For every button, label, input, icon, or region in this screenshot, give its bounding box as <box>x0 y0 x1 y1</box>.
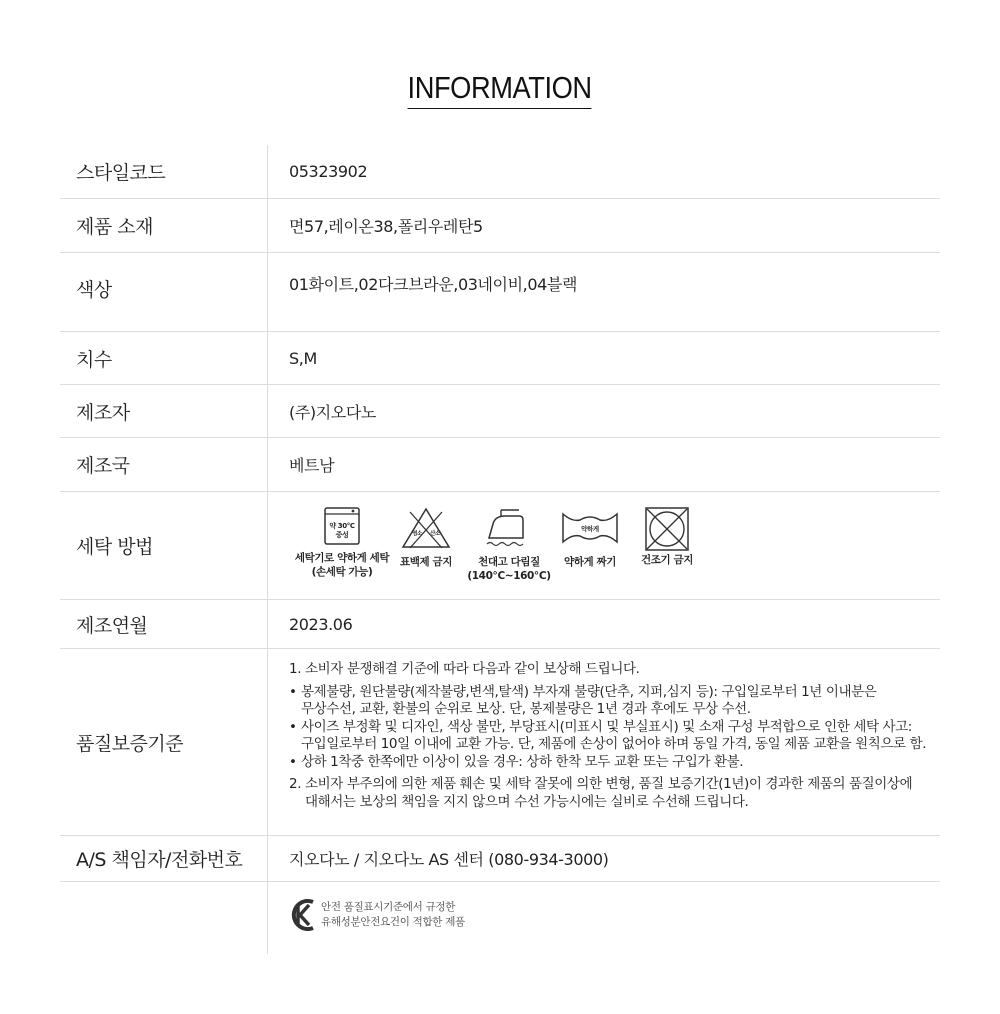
row-as <box>60 836 940 882</box>
row-style-code <box>60 145 940 199</box>
color-value: 01화이트,02다크브라운,03네이비,04블랙 <box>289 275 578 294</box>
quality-item-2-text <box>305 776 912 811</box>
wring-icon <box>560 506 620 550</box>
kc-text-line1: 안전 품질표시기준에서 규정한 <box>321 901 456 913</box>
quality-item-1-text: 소비자 분쟁해결 기준에 따라 다음과 같이 보상해 드립니다. <box>305 661 640 677</box>
row-color <box>60 253 940 332</box>
wash-badge-line2: 중성 <box>335 531 349 539</box>
kc-label-empty <box>60 882 268 954</box>
kc-mark <box>289 896 465 934</box>
style-code-value: 05323902 <box>289 162 368 181</box>
row-laundry <box>60 492 940 600</box>
quality-item-1-num: 1. <box>289 661 302 677</box>
maker-label: 제조자 <box>60 385 268 437</box>
wash-badge-line1: 약 30°C <box>329 522 355 530</box>
country-label: 제조국 <box>60 438 268 491</box>
quality-text <box>289 649 926 811</box>
date-label: 제조연월 <box>60 600 268 648</box>
as-label: A/S 책임자/전화번호 <box>60 836 268 881</box>
quality-bullet-2-line1: • 사이즈 부정확 및 디자인, 색상 불만, 부당표시(미표시 및 부실표시) 및 소재 구성 부적합으로 인한 세탁 사고: <box>301 718 912 735</box>
quality-bullet-1-line1: • 봉제불량, 원단불량(제작불량,변색,탈색) 부자재 불량(단추, 지퍼,심지 등): 구입일로부터 1년 이내분은 <box>301 683 877 700</box>
bleach-badge-1: 염소 <box>412 531 422 537</box>
iron-caption2: (140℃~160℃) <box>467 570 551 582</box>
quality-bullet <box>289 684 926 719</box>
dryer-caption1: 건조기 금지 <box>641 554 693 566</box>
row-quality <box>60 649 940 836</box>
quality-item-2 <box>289 776 926 811</box>
care-item-dryer <box>630 506 704 567</box>
info-table <box>60 145 940 954</box>
no-tumble-dry-icon <box>644 506 690 552</box>
care-symbols <box>290 506 704 583</box>
row-kc <box>60 882 940 954</box>
quality-item-2-line2: 대해서는 보상의 책임을 지지 않으며 수선 가능시에는 실비로 수선해 드립니다. <box>305 793 749 810</box>
quality-bullet-3-line1: • 상하 1착중 한쪽에만 이상이 있을 경우: 상하 한착 모두 교환 또는 구입가 환불. <box>301 753 744 770</box>
kc-logo-icon <box>289 896 317 934</box>
wring-caption1: 약하게 짜기 <box>564 556 616 568</box>
country-value: 베트남 <box>289 456 335 475</box>
material-value: 면57,레이온38,폴리우레탄5 <box>289 217 483 236</box>
care-item-wring <box>550 506 630 569</box>
quality-bullet <box>289 754 926 772</box>
laundry-value <box>268 492 940 599</box>
quality-bullet-2-line2: 구입일로부터 10일 이내에 교환 가능. 단, 제품에 손상이 없어야 하며 동일 가격, 동일 제품 교환을 원칙으로 함. <box>301 736 927 752</box>
care-item-iron <box>468 506 550 583</box>
no-bleach-icon <box>400 506 452 550</box>
as-value: 지오다노 / 지오다노 AS 센터 (080-934-3000) <box>289 850 609 869</box>
wash-caption1: 세탁기로 약하게 세탁 <box>294 552 390 564</box>
kc-text-line2: 유해성분안전요건이 적합한 제품 <box>321 916 465 928</box>
row-country <box>60 438 940 492</box>
quality-value <box>268 649 940 835</box>
quality-item-1 <box>289 661 926 679</box>
kc-text <box>321 900 465 930</box>
laundry-label: 세탁 방법 <box>60 492 268 599</box>
material-label: 제품 소재 <box>60 199 268 252</box>
quality-label: 품질보증기준 <box>60 649 268 835</box>
quality-bullets <box>289 684 926 772</box>
row-material <box>60 199 940 253</box>
size-value: S,M <box>289 348 317 368</box>
iron-caption1: 천대고 다림질 <box>478 556 540 568</box>
care-item-wash <box>290 506 394 579</box>
page-title: INFORMATION <box>408 70 592 109</box>
bleach-badge-2: 산소 <box>430 531 440 537</box>
maker-value: (주)지오다노 <box>289 402 376 422</box>
wash-caption2: (손세탁 가능) <box>311 566 373 578</box>
iron-icon <box>483 506 535 550</box>
care-item-bleach <box>384 506 468 569</box>
kc-value <box>268 882 940 954</box>
quality-item-2-num: 2. <box>289 776 302 792</box>
color-label: 색상 <box>60 253 268 331</box>
wring-badge: 약하게 <box>581 525 599 533</box>
bleach-caption1: 표백제 금지 <box>400 556 452 568</box>
row-maker <box>60 385 940 438</box>
quality-bullet-1-line2: 무상수선, 교환, 환불의 순위로 보상. 단, 봉제불량은 1년 경과 후에도 무상 수선. <box>301 701 751 717</box>
style-code-label: 스타일코드 <box>60 145 268 198</box>
size-label: 치수 <box>60 332 268 384</box>
date-value: 2023.06 <box>289 614 353 634</box>
row-date <box>60 600 940 649</box>
row-size <box>60 332 940 385</box>
quality-item-2-line1: 소비자 부주의에 의한 제품 훼손 및 세탁 잘못에 의한 변형, 품질 보증기간(1년)이 경과한 제품의 품질이상에 <box>305 776 913 792</box>
page-title-wrap <box>0 70 1000 109</box>
washing-machine-icon <box>323 506 361 546</box>
quality-bullet <box>289 719 926 754</box>
